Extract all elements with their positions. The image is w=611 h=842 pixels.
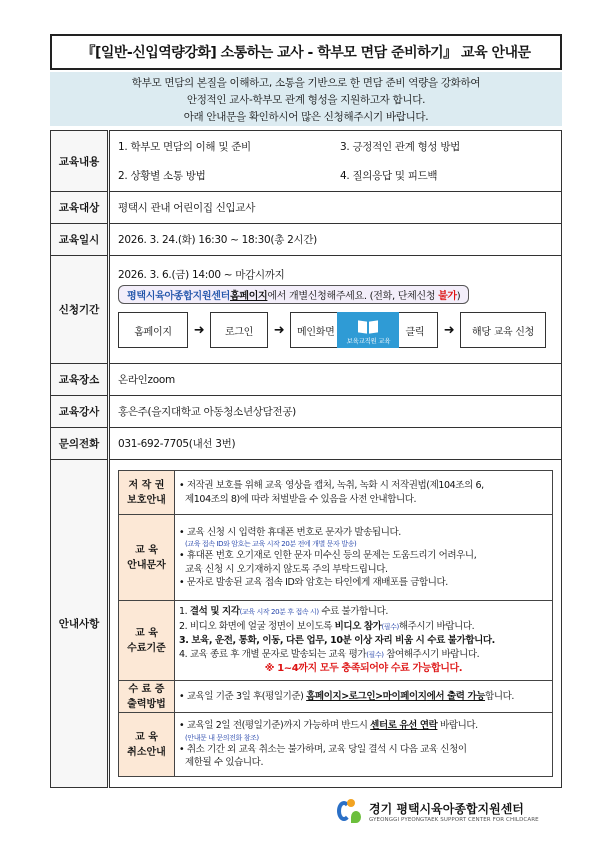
apply-note-center: 평택시육아종합지원센터 <box>127 291 230 302</box>
criteria-item-3: 3. 보육, 운전, 통화, 이동, 다른 업무, 10분 이상 자리 비움 시 수료 불가합니다. <box>179 635 495 647</box>
sms-note: (교육 접속 ID와 암호는 교육 시작 20분 전에 개별 문자 발송) <box>185 540 357 548</box>
copyright-label: 저 작 권 보호안내 <box>119 471 175 515</box>
flow-step-main-label: 메인화면 <box>297 326 335 338</box>
intro-line: 아래 안내문을 확인하시어 많은 신청해주시기 바랍니다. <box>183 111 429 123</box>
period-label: 신청기간 <box>51 256 109 364</box>
apply-note-homepage: 홈페이지 <box>229 291 268 302</box>
phone-value: 031-692-7705(내선 3번) <box>109 428 562 460</box>
copyright-line: 제104조의 8)에 따라 처벌받을 수 있음을 사전 안내합니다. <box>185 493 417 505</box>
info-table <box>50 130 562 788</box>
page-title: 『[일반-신입역량강화] 소통하는 교사 - 학부모 면담 준비하기』 교육 안내문 <box>50 34 562 70</box>
cancel-line: • 취소 기간 외 교육 취소는 불가하며, 교육 당일 결석 시 다음 교육 신청이 <box>179 743 467 755</box>
arrow-right-icon: ➜ <box>443 322 455 338</box>
sms-value <box>175 515 553 601</box>
flow-step-main <box>290 312 438 348</box>
content-item: 2. 상황별 소통 방법 <box>118 170 206 182</box>
instructor-value: 홍은주(을지대학교 아동청소년상담전공) <box>109 396 562 428</box>
sms-line: • 휴대폰 번호 오기재로 인한 문자 미수신 등의 문제는 도움드리기 어려우니, <box>179 550 477 561</box>
instructor-label: 교육강사 <box>51 396 109 428</box>
apply-note-end: ) <box>456 291 461 302</box>
flow-step-login: 로그인 <box>210 312 268 348</box>
footer <box>335 797 539 825</box>
book-icon-caption: 보육교직원 교육 <box>346 337 391 345</box>
footer-center-name: 경기 평택시육아종합지원센터 <box>369 801 524 816</box>
certificate-label: 수 료 증 출력방법 <box>119 681 175 713</box>
content-value <box>109 131 562 192</box>
phone-label: 문의전화 <box>51 428 109 460</box>
arrow-right-icon: ➜ <box>193 322 205 338</box>
apply-note-mid: 에서 개별신청해주세요. (전화, 단체신청 <box>267 291 439 302</box>
apply-note <box>118 285 469 304</box>
flow-step-click: 클릭 <box>405 326 425 338</box>
cancel-value: • 교육일 2일 전(평일기준)까지 가능하며 반드시 센터로 유선 연락 바랍니다. (안내문 내 문의전화 참조) • 취소 기간 외 교육 취소는 불가하며, 교육 당일 결석 시 다음 교육 신청이 제한될 수 있습니다. <box>175 713 553 777</box>
flow-step-homepage: 홈페이지 <box>118 312 188 348</box>
criteria-item-4: 4. 교육 종료 후 개별 문자로 발송되는 교육 평가(필수) 참여해주시기 바랍니다. <box>179 648 480 660</box>
intro-box <box>50 72 562 126</box>
certificate-value: • 교육일 기준 3일 후(평일기준) 홈페이지>로그인>마이페이지에서 출력 가능합니다. <box>175 681 553 713</box>
apply-note-no: 불가 <box>438 291 457 302</box>
criteria-value <box>175 601 553 681</box>
datetime-label: 교육일시 <box>51 224 109 256</box>
content-item: 4. 질의응답 및 피드백 <box>340 170 438 182</box>
target-label: 교육대상 <box>51 192 109 224</box>
sms-line: 교육 신청 시 오기재하지 않도록 주의 부탁드립니다. <box>185 563 388 575</box>
footer-center-name-en: GYEONGGI PYEONGTAEK SUPPORT CENTER FOR CHILDCARE <box>369 816 539 823</box>
notice-value <box>109 460 562 788</box>
notice-label: 안내사항 <box>51 460 109 788</box>
cancel-note: (안내문 내 문의전화 참조) <box>185 733 259 742</box>
content-label: 교육내용 <box>51 131 109 192</box>
flow-step-apply: 해당 교육 신청 <box>460 312 546 348</box>
arrow-right-icon: ➜ <box>273 322 285 338</box>
intro-line: 학부모 면담의 본질을 이해하고, 소통을 기반으로 한 면담 준비 역량을 강화하여 <box>131 77 481 89</box>
criteria-item-1: 1. 결석 및 지각(교육 시작 20분 후 접속 시) 수료 불가합니다. <box>179 606 389 618</box>
datetime-value: 2026. 3. 24.(화) 16:30 ~ 18:30(총 2시간) <box>109 224 562 256</box>
target-value: 평택시 관내 어린이집 신입교사 <box>109 192 562 224</box>
period-value <box>109 256 562 364</box>
intro-line: 안정적인 교사-학부모 관계 형성을 지원하고자 합니다. <box>186 94 426 106</box>
place-value: 온라인zoom <box>109 364 562 396</box>
criteria-warning: ※ 1~4까지 모두 충족되어야 수료 가능합니다. <box>264 663 463 675</box>
cancel-line: 제한될 수 있습니다. <box>185 757 264 769</box>
criteria-item-2: 2. 비디오 화면에 얼굴 정면이 보이도록 비디오 참가(필수)해주시기 바랍니다. <box>179 620 475 632</box>
criteria-label: 교 육 수료기준 <box>119 601 175 681</box>
period-deadline: 2026. 3. 6.(금) 14:00 ~ 마감시까지 <box>118 269 285 281</box>
cancel-label: 교 육 취소안내 <box>119 713 175 777</box>
notice-table <box>118 470 553 777</box>
sms-line: • 문자로 발송된 교육 접속 ID와 암호는 타인에게 재배포를 금합니다. <box>179 577 448 588</box>
copyright-line: • 저작권 보호를 위해 교육 영상을 캡처, 녹취, 녹화 시 저작권법(제104조의 6, <box>179 480 484 491</box>
place-label: 교육장소 <box>51 364 109 396</box>
copyright-value <box>175 471 553 515</box>
book-icon <box>337 312 399 348</box>
center-logo-icon <box>335 797 365 825</box>
apply-flow <box>118 312 553 348</box>
content-item: 3. 긍정적인 관계 형성 방법 <box>340 141 460 153</box>
sms-label: 교 육 안내문자 <box>119 515 175 601</box>
sms-line: • 교육 신청 시 입력한 휴대폰 번호로 문자가 발송됩니다. <box>179 526 401 538</box>
content-item: 1. 학부모 면담의 이해 및 준비 <box>118 141 251 153</box>
